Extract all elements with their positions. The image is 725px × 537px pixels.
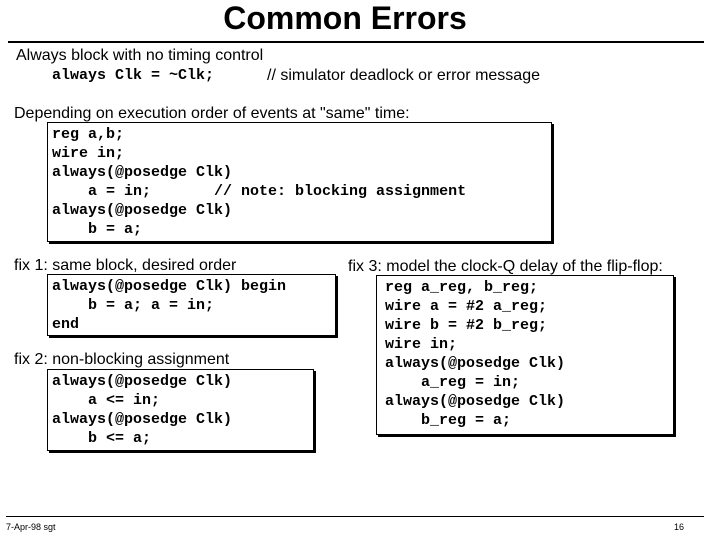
order-code-line: wire in; [52,145,125,162]
order-code-line: always(@posedge Clk) [52,164,233,181]
fix1-code-line: always(@posedge Clk) begin [52,278,287,295]
fix1-heading: fix 1: same block, desired order [14,257,237,274]
fix3-code-line: always(@posedge Clk) [385,393,566,410]
fix2-code-line: a <= in; [52,392,161,409]
fix3-heading: fix 3: model the clock-Q delay of the flip-flop: [348,258,663,275]
intro-comment: // simulator deadlock or error message [267,67,540,84]
order-code-box [47,122,552,242]
fix3-code-line: wire in; [385,336,458,353]
footer-divider [6,516,704,517]
page-title: Common Errors [223,0,467,36]
footer-date: 7-Apr-98 sgt [6,522,56,532]
fix3-code-box [376,275,674,435]
intro-code: always Clk = ~Clk; [52,67,215,84]
fix2-code-line: b <= a; [52,430,152,447]
fix1-code-line: end [52,316,80,333]
fix3-code-line: b_reg = a; [385,412,512,429]
fix3-code-line: wire b = #2 b_reg; [385,317,548,334]
intro-heading: Always block with no timing control [16,47,264,64]
fix3-code-line: a_reg = in; [385,374,521,391]
fix2-code-line: always(@posedge Clk) [52,373,233,390]
title-divider [8,41,704,43]
fix1-code-line: b = a; a = in; [52,297,215,314]
order-code-line: always(@posedge Clk) [52,202,233,219]
order-code-line: a = in; // note: blocking assignment [52,183,467,200]
fix3-code-line: always(@posedge Clk) [385,355,566,372]
page-number: 16 [674,522,685,532]
fix2-code-line: always(@posedge Clk) [52,411,233,428]
order-code-line: b = a; [52,221,143,238]
fix2-heading: fix 2: non-blocking assignment [14,351,230,368]
order-code-line: reg a,b; [52,126,125,143]
fix3-code-line: reg a_reg, b_reg; [385,279,539,296]
fix1-code-box [47,274,336,336]
order-heading: Depending on execution order of events at "same" time: [14,105,410,122]
fix2-code-box [47,369,314,451]
fix3-code-line: wire a = #2 a_reg; [385,298,548,315]
